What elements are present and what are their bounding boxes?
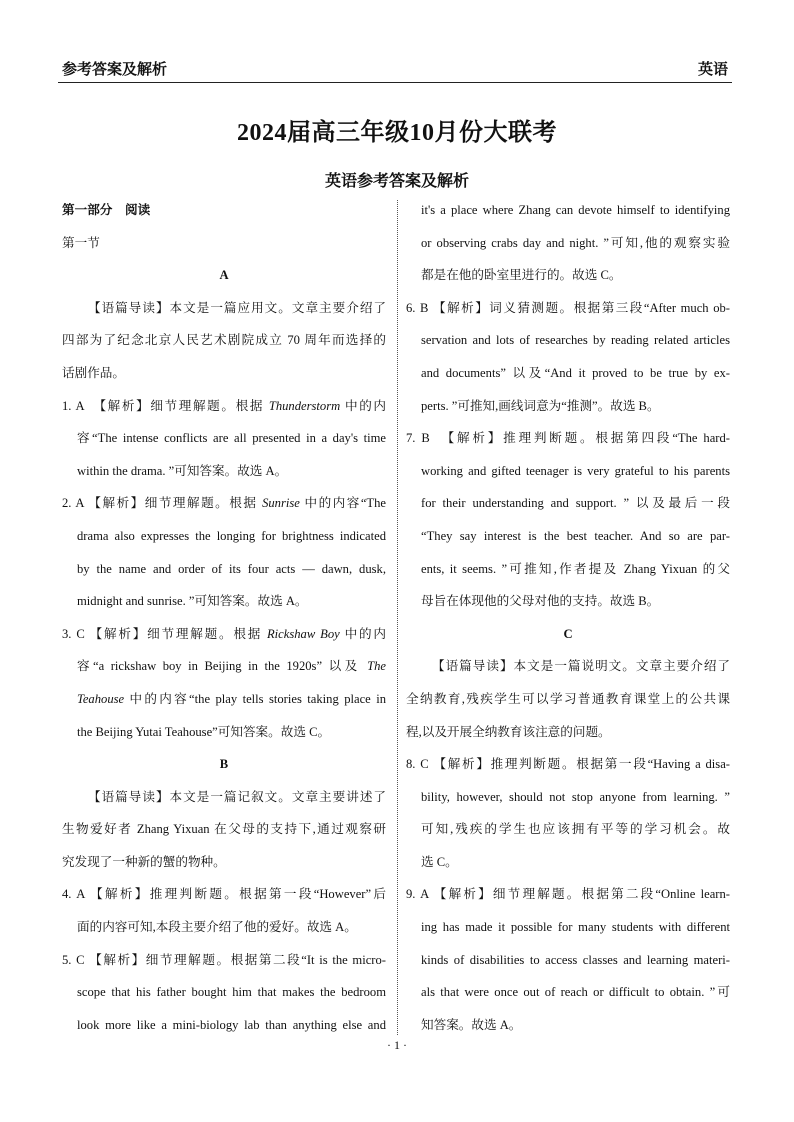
line-text: for their understanding and support. ” 以及最后一段 — [421, 496, 730, 511]
text-line — [406, 722, 730, 755]
line-text: 母旨在体现他的父母对他的支持。故选 B。 — [421, 594, 660, 609]
text-line — [62, 559, 386, 592]
text-line — [406, 787, 730, 820]
text-line — [406, 917, 730, 950]
line-text: 2. A 【解析】细节理解题。根据 — [62, 496, 263, 511]
line-text: 容“The intense conflicts are all presented in a day's time — [77, 431, 386, 446]
line-text: 8. C 【解析】推理判断题。根据第一段“Having a disa- — [406, 757, 730, 772]
text-line — [406, 689, 730, 722]
line-text: ents, it seems. ”可推知,作者提及 Zhang Yixuan 的父 — [421, 561, 730, 576]
line-text: 7. B 【解析】推理判断题。根据第四段“The hard- — [406, 431, 730, 446]
line-text: 选 C。 — [421, 854, 458, 869]
line-text: 9. A 【解析】细节理解题。根据第二段“Online learn- — [406, 887, 730, 902]
line-text: 中的内 — [340, 398, 386, 413]
line-text: scope that his father bought him that makes the bedroom — [77, 985, 386, 1000]
header-left-label: 参考答案及解析 — [62, 62, 168, 78]
text-line — [406, 559, 730, 592]
left-column — [62, 200, 386, 1047]
text-line — [406, 950, 730, 983]
line-text: 【语篇导读】本文是一篇说明文。文章主要介绍了 — [432, 659, 730, 674]
text-line — [406, 396, 730, 429]
text-line — [62, 950, 386, 983]
line-text: ing has made it possible for many students with different — [421, 920, 730, 935]
line-text: 四部为了纪念北京人民艺术剧院成立 70 周年而选择的 — [62, 333, 386, 348]
line-text: working and gifted teenager is very grateful to his parents — [421, 463, 730, 478]
text-line — [62, 493, 386, 526]
header-subject-label: 英语 — [697, 62, 728, 78]
line-text: 程,以及开展全纳教育该注意的问题。 — [406, 724, 611, 739]
text-line — [62, 689, 386, 722]
line-text: 第一节 — [62, 235, 100, 250]
text-line — [406, 493, 730, 526]
line-text: it's a place where Zhang can devote himself to identifying — [421, 203, 730, 217]
line-text: by the name and order of its four acts — dawn, dusk, — [77, 561, 386, 576]
line-text: midnight and sunrise. ”可知答案。故选 A。 — [77, 594, 308, 609]
text-line — [62, 722, 386, 755]
text-line — [62, 852, 386, 885]
line-text: B — [219, 757, 229, 772]
line-text: perts. ”可推知,画线词意为“推测”。故选 B。 — [421, 398, 660, 413]
page-number: · 1 · — [387, 1038, 407, 1052]
line-text: C — [563, 626, 573, 641]
text-line — [406, 656, 730, 689]
text-line — [62, 656, 386, 689]
text-line — [62, 526, 386, 559]
text-line — [406, 526, 730, 559]
line-text: 第一部分 阅读 — [62, 203, 151, 217]
line-text: 【语篇导读】本文是一篇应用文。文章主要介绍了 — [88, 300, 386, 315]
line-text: 4. A 【解析】推理判断题。根据第一段“However”后 — [62, 887, 386, 902]
line-text: 3. C 【解析】细节理解题。根据 — [62, 626, 267, 641]
text-line — [406, 852, 730, 885]
italic-title-text: Rickshaw Boy — [266, 626, 340, 641]
line-text: servation and lots of researches by reading related articles — [421, 333, 730, 348]
text-line — [62, 396, 386, 429]
page-subtitle: 英语参考答案及解析 — [324, 173, 469, 190]
line-text: within the drama. ”可知答案。故选 A。 — [77, 463, 288, 478]
line-text: 6. B 【解析】词义猜测题。根据第三段“After much ob- — [406, 300, 730, 315]
italic-title-text: Teahouse — [77, 691, 125, 706]
text-line — [406, 330, 730, 363]
line-text: kinds of disabilities to access classes and learning materi- — [421, 952, 730, 967]
line-text: 中的内 — [339, 626, 386, 641]
line-text: the Beijing Yutai Teahouse”可知答案。故选 C。 — [77, 724, 331, 739]
text-line — [406, 754, 730, 787]
line-text: 可知,残疾的学生也应该拥有平等的学习机会。故 — [421, 822, 730, 837]
line-text: 话剧作品。 — [62, 365, 125, 380]
italic-title-text: The — [367, 659, 386, 674]
italic-title-text: Sunrise — [262, 496, 300, 511]
text-line — [406, 298, 730, 331]
line-text: 生物爱好者 Zhang Yixuan 在父母的支持下,通过观察研 — [62, 822, 386, 837]
line-text: 面的内容可知,本段主要介绍了他的爱好。故选 A。 — [77, 920, 357, 935]
text-line — [62, 884, 386, 917]
line-text: “They say interest is the best teacher. And so are par- — [421, 528, 730, 543]
text-line — [406, 265, 730, 298]
text-line — [62, 363, 386, 396]
line-text: 都是在他的卧室里进行的。故选 C。 — [421, 268, 622, 283]
text-line — [62, 591, 386, 624]
line-text: or observing crabs day and night. ”可知,他的观察实验 — [421, 235, 730, 250]
line-text: als that were once out of reach or difficult to obtain. ”可 — [421, 985, 730, 1000]
text-line — [406, 363, 730, 396]
line-text: 全纳教育,残疾学生可以学习普通教育课堂上的公共课 — [406, 691, 730, 706]
line-text: look more like a mini-biology lab than anything else and — [77, 1017, 386, 1032]
text-line — [62, 265, 386, 298]
line-text: 究发现了一种新的蟹的物种。 — [62, 854, 226, 869]
text-line — [62, 754, 386, 787]
line-text: bility, however, should not stop anyone from learning. ” — [421, 789, 730, 804]
text-line — [62, 917, 386, 950]
text-line — [62, 982, 386, 1015]
text-line — [406, 982, 730, 1015]
text-line — [62, 787, 386, 820]
line-text: drama also expresses the longing for brightness indicated — [77, 528, 386, 543]
line-text: 知答案。故选 A。 — [421, 1017, 522, 1032]
text-line — [406, 884, 730, 917]
page-title: 2024届高三年级10月份大联考 — [237, 120, 557, 146]
text-line — [406, 233, 730, 266]
text-line — [406, 200, 730, 233]
text-line — [62, 819, 386, 852]
text-line — [62, 330, 386, 363]
text-line — [62, 428, 386, 461]
text-line — [406, 591, 730, 624]
text-line — [406, 819, 730, 852]
line-text: 1. A 【解析】细节理解题。根据 — [62, 398, 269, 413]
text-line — [406, 624, 730, 657]
line-text: 【语篇导读】本文是一篇记叙文。文章主要讲述了 — [88, 789, 386, 804]
line-text: 容“a rickshaw boy in Beijing in the 1920s” 以及 — [77, 659, 368, 674]
text-line — [406, 428, 730, 461]
text-line — [406, 461, 730, 494]
line-text: 中的内容“The — [299, 496, 386, 511]
text-line — [62, 624, 386, 657]
line-text: and documents” 以及“And it proved to be true by ex- — [421, 365, 730, 380]
column-divider — [397, 200, 398, 1035]
text-line — [62, 200, 386, 233]
line-text: 5. C 【解析】细节理解题。根据第二段“It is the micro- — [62, 952, 386, 967]
header-divider — [58, 82, 732, 83]
right-column — [406, 200, 730, 1047]
text-line — [62, 233, 386, 266]
line-text: A — [219, 268, 229, 283]
text-line — [62, 298, 386, 331]
italic-title-text: Thunderstorm — [268, 398, 341, 413]
line-text: 中的内容“the play tells stories taking place in — [124, 691, 386, 706]
text-line — [62, 461, 386, 494]
